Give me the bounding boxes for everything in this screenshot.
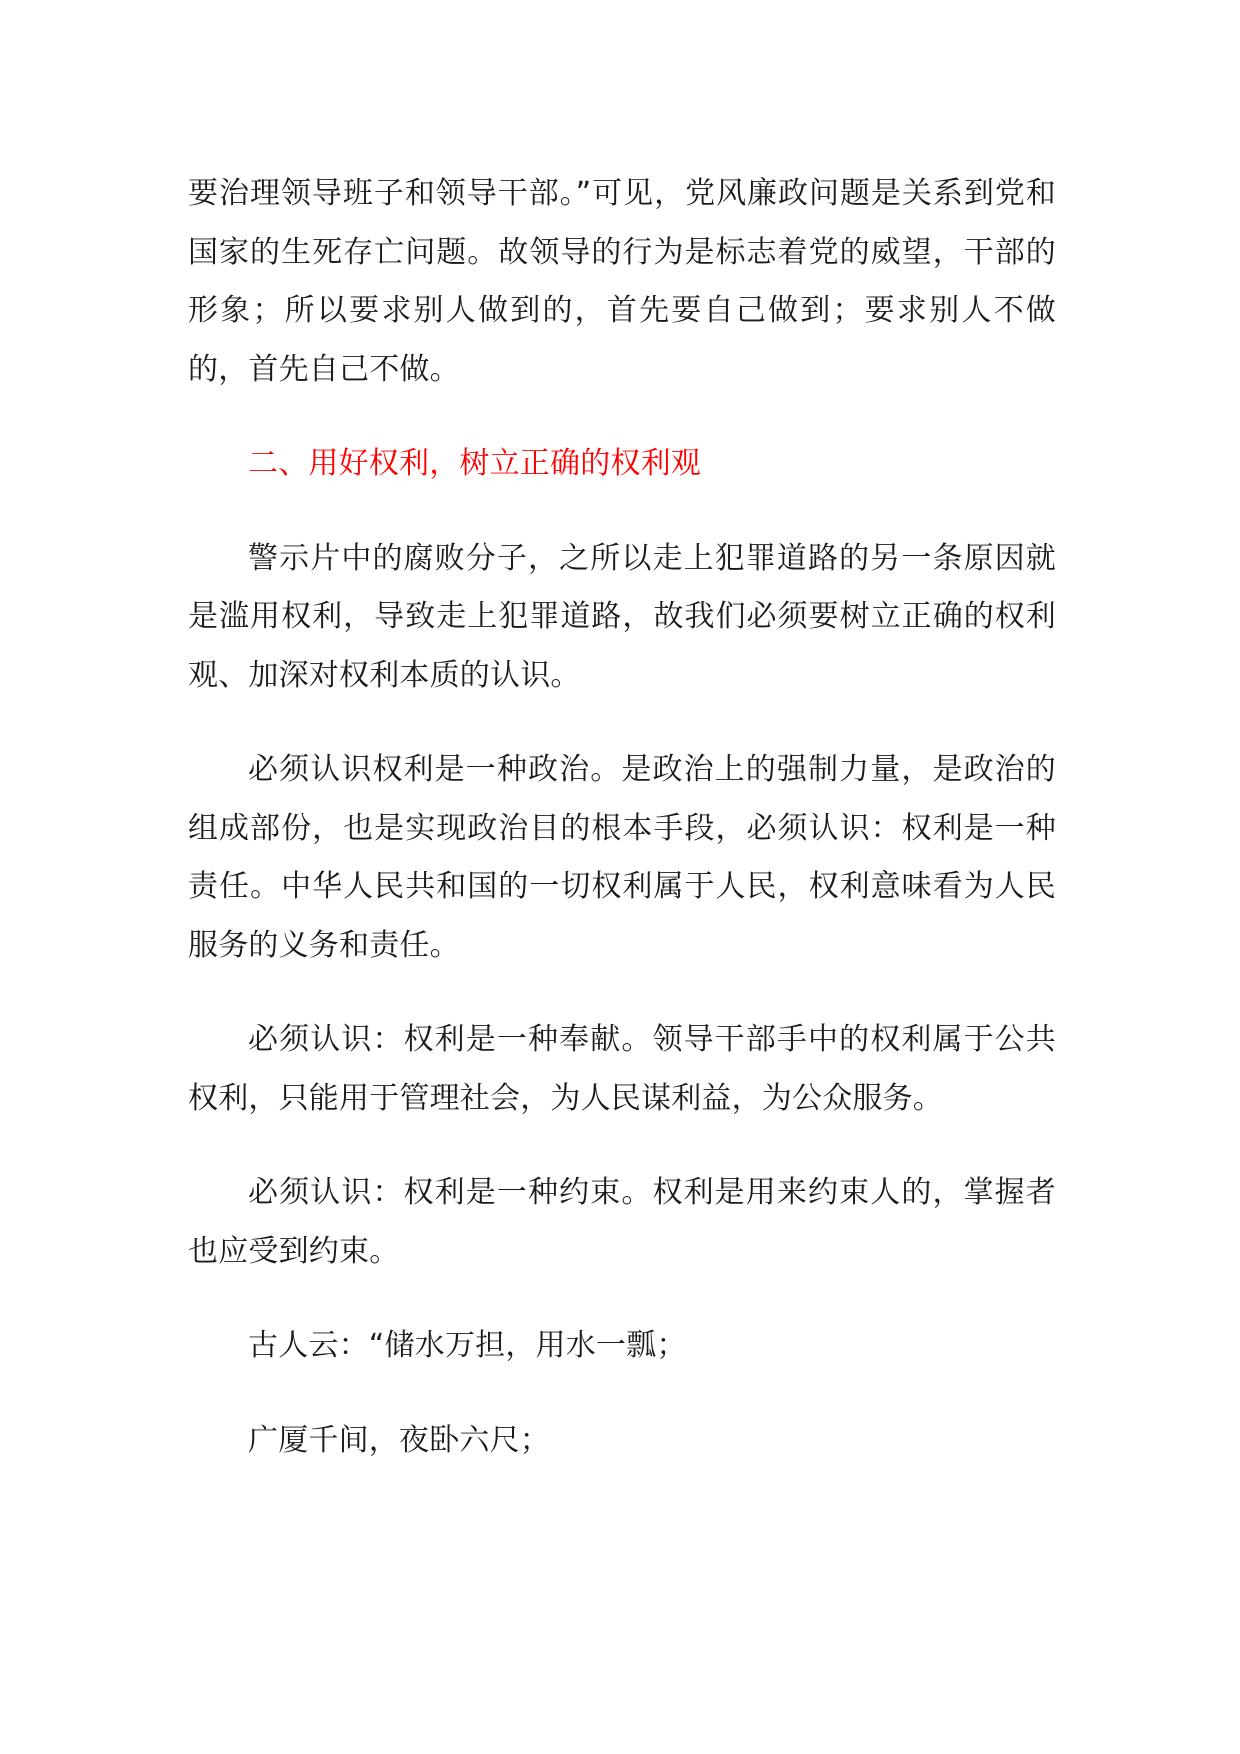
paragraph-text: 要治理领导班子和领导干部。”可见，党风廉政问题是关系到党和国家的生死存亡问题。故领导的行为是标志着党的威望，干部的形象；所以要求别人做到的，首先要自己做到；要求别人不做的，首先自己不做。 [188, 176, 1056, 387]
paragraph [188, 1011, 1056, 1128]
paragraph [188, 530, 1056, 706]
paragraph [188, 1164, 1056, 1281]
paragraph-continuation [188, 165, 1056, 399]
section-heading [188, 435, 1056, 494]
paragraph-text: 必须认识：权利是一种奉献。领导干部手中的权利属于公共权利，只能用于管理社会，为人民谋利益，为公众服务。 [188, 1022, 1056, 1116]
paragraph-text: 警示片中的腐败分子，之所以走上犯罪道路的另一条原因就是滥用权利，导致走上犯罪道路，故我们必须要树立正确的权利观、加深对权利本质的认识。 [188, 540, 1056, 693]
paragraph-text: 必须认识权利是一种政治。是政治上的强制力量，是政治的组成部份，也是实现政治目的根本手段，必须认识：权利是一种责任。中华人民共和国的一切权利属于人民，权利意味看为人民服务的义务和责任。 [188, 752, 1056, 963]
paragraph-text: 古人云：“储水万担，用水一瓢； [248, 1328, 687, 1363]
paragraph [188, 741, 1056, 975]
paragraph-text: 必须认识：权利是一种约束。权利是用来约束人的，掌握者也应受到约束。 [188, 1175, 1056, 1269]
paragraph [188, 1317, 1056, 1376]
paragraph-text: 广厦千间，夜卧六尺； [248, 1422, 550, 1458]
section-heading-text: 二、用好权利，树立正确的权利观 [248, 446, 701, 481]
document-body [188, 165, 1056, 1506]
paragraph [188, 1412, 1056, 1471]
